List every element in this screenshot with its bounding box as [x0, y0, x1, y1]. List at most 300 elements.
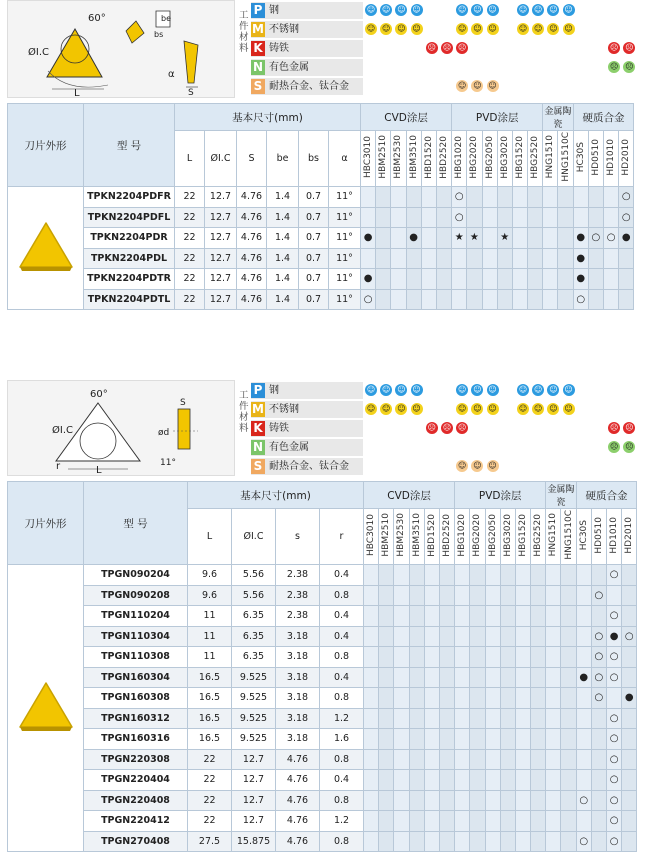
grade-header: HC30S	[576, 509, 591, 565]
dimension-cell: 2.38	[276, 585, 320, 606]
grade-availability-cell	[409, 626, 424, 647]
grade-availability-cell	[497, 289, 512, 310]
dimension-cell: 11	[188, 626, 232, 647]
model-cell: TPGN220408	[84, 790, 188, 811]
grade-availability-cell	[439, 770, 454, 791]
grade-availability-cell	[394, 606, 409, 627]
grade-availability-cell	[485, 770, 500, 791]
dimension-cell: 1.4	[267, 269, 299, 290]
grade-availability-cell	[439, 688, 454, 709]
table-row	[8, 749, 637, 770]
grade-availability-cell	[497, 207, 512, 228]
grade-group-header: PVD涂层	[455, 482, 546, 509]
grade-availability-cell	[394, 749, 409, 770]
suitability-face-icon: ☺	[473, 24, 482, 33]
open-circle-icon: ○	[624, 630, 634, 642]
open-circle-icon: ○	[609, 794, 619, 806]
materials-label: 工件材料	[239, 10, 249, 54]
table-row	[8, 667, 637, 688]
suitability-face-icon: ☺	[412, 24, 421, 33]
dimension-cell: 1.4	[267, 187, 299, 208]
grade-availability-cell	[364, 585, 379, 606]
grade-availability-cell	[512, 207, 527, 228]
dimension-cell: 0.8	[320, 647, 364, 668]
grade-availability-cell	[591, 811, 606, 832]
suitability-face-icon: ☺	[518, 404, 528, 413]
grade-header: HBG2520	[531, 509, 546, 565]
grade-availability-cell	[406, 187, 421, 208]
dimension-cell: 1.2	[320, 811, 364, 832]
grade-availability-cell	[497, 228, 512, 249]
suitability-face-icon: ☺	[549, 404, 558, 413]
grade-group-header: PVD涂层	[452, 104, 543, 131]
dimension-header: be	[267, 131, 299, 187]
open-circle-icon: ○	[609, 733, 619, 745]
grade-availability-cell	[455, 729, 470, 750]
suitability-face-icon: ☺	[534, 24, 543, 33]
grade-availability-cell	[394, 770, 409, 791]
dimension-cell: 11	[188, 606, 232, 627]
suitability-face-icon: ☺	[518, 385, 528, 394]
grade-group-header: 金属陶瓷	[543, 104, 573, 131]
suitability-face-icon: ☺	[473, 385, 482, 394]
grade-availability-cell	[622, 831, 637, 852]
open-circle-icon: ○	[454, 191, 464, 203]
grade-availability-cell	[406, 289, 421, 310]
material-name: 铸铁	[269, 423, 289, 434]
open-circle-icon: ○	[621, 211, 631, 223]
dimension-cell: 22	[175, 207, 205, 228]
grade-availability-cell	[439, 667, 454, 688]
suitability-face-icon: ☺	[382, 404, 391, 413]
grade-availability-cell	[409, 667, 424, 688]
dimension-cell: 0.7	[299, 248, 329, 269]
grade-availability-cell	[379, 626, 394, 647]
suitability-face-icon: ☺	[412, 404, 421, 413]
grade-availability-cell	[622, 667, 637, 688]
grade-availability-cell	[500, 749, 515, 770]
open-circle-icon: ○	[594, 692, 604, 704]
dimension-cell: 12.7	[232, 811, 276, 832]
diagram-alpha-label: α	[168, 69, 175, 80]
dimension-cell: 9.525	[232, 729, 276, 750]
grade-availability-cell	[543, 269, 558, 290]
table-row	[8, 729, 637, 750]
grade-availability-cell	[588, 228, 603, 249]
grade-availability-cell	[528, 248, 543, 269]
grade-availability-cell	[573, 228, 588, 249]
dimension-cell: 4.76	[276, 790, 320, 811]
dimension-cell: 0.8	[320, 831, 364, 852]
grade-availability-cell	[576, 626, 591, 647]
dimension-cell: 4.76	[276, 831, 320, 852]
grade-availability-cell	[379, 585, 394, 606]
suitability-face-icon: ☹	[610, 442, 619, 451]
grade-availability-cell	[391, 289, 406, 310]
grade-group-header: CVD涂层	[364, 482, 455, 509]
grade-availability-cell	[470, 790, 485, 811]
suitability-face-icon: ☺	[549, 24, 558, 33]
material-name: 不锈钢	[269, 24, 299, 35]
grade-availability-cell	[515, 585, 530, 606]
grade-availability-cell	[591, 708, 606, 729]
grade-availability-cell	[531, 790, 546, 811]
grade-availability-cell	[500, 565, 515, 586]
dimension-header: ØI.C	[232, 509, 276, 565]
suitability-face-icon: ☹	[610, 423, 619, 432]
grade-availability-cell	[561, 606, 576, 627]
table-row	[8, 811, 637, 832]
model-cell: TPGN110308	[84, 647, 188, 668]
grade-availability-cell	[604, 207, 619, 228]
dimension-cell: 5.56	[232, 585, 276, 606]
grade-availability-cell	[622, 626, 637, 647]
grade-availability-cell	[421, 187, 436, 208]
dimension-cell: 0.4	[320, 606, 364, 627]
grade-availability-cell	[421, 269, 436, 290]
dimension-cell: 6.35	[232, 647, 276, 668]
diagram-angle-label: 60°	[88, 13, 106, 24]
grade-availability-cell	[607, 647, 622, 668]
grade-header: HBM2510	[376, 131, 391, 187]
grade-availability-cell	[406, 207, 421, 228]
dimension-cell: 12.7	[205, 228, 237, 249]
grade-header: HBD2520	[439, 509, 454, 565]
grade-header: HBD1520	[424, 509, 439, 565]
diagram-s-label: S	[180, 398, 186, 408]
grade-availability-cell	[561, 688, 576, 709]
dimension-header: α	[329, 131, 361, 187]
dimension-cell: 22	[175, 269, 205, 290]
grade-availability-cell	[485, 606, 500, 627]
grade-availability-cell	[546, 688, 561, 709]
open-circle-icon: ○	[363, 293, 373, 305]
grade-availability-cell	[455, 565, 470, 586]
suitability-face-icon: ☺	[458, 385, 467, 394]
suitability-face-icon: ☺	[564, 5, 573, 14]
dimension-cell: 3.18	[276, 708, 320, 729]
material-name: 不锈钢	[269, 404, 299, 415]
grade-availability-cell	[439, 790, 454, 811]
grade-availability-cell	[546, 565, 561, 586]
grade-availability-cell	[561, 770, 576, 791]
grade-availability-cell	[500, 585, 515, 606]
dimension-cell: 4.76	[237, 207, 267, 228]
grade-availability-cell	[406, 248, 421, 269]
open-circle-icon: ○	[621, 191, 631, 203]
material-row-k	[251, 40, 363, 57]
grade-availability-cell	[455, 688, 470, 709]
model-cell: TPGN160304	[84, 667, 188, 688]
suitability-face-icon: ☹	[625, 43, 634, 52]
dimension-cell: 0.4	[320, 565, 364, 586]
open-circle-icon: ○	[594, 671, 604, 683]
suitability-face-icon: ☺	[488, 24, 497, 33]
grade-availability-cell	[573, 289, 588, 310]
grade-availability-cell	[591, 667, 606, 688]
grade-availability-cell	[531, 770, 546, 791]
dimension-cell: 22	[175, 187, 205, 208]
grade-availability-cell	[607, 565, 622, 586]
open-circle-icon: ○	[579, 794, 589, 806]
dimension-cell: 16.5	[188, 667, 232, 688]
grade-header: HBG2520	[528, 131, 543, 187]
grade-availability-cell	[424, 770, 439, 791]
grade-availability-cell	[485, 585, 500, 606]
dimension-cell: 11°	[329, 228, 361, 249]
grade-availability-cell	[455, 708, 470, 729]
grade-availability-cell	[394, 647, 409, 668]
grade-availability-cell	[619, 289, 634, 310]
suitability-face-icon: ☺	[366, 385, 376, 394]
dimension-cell: 3.18	[276, 688, 320, 709]
grade-availability-cell	[379, 790, 394, 811]
grade-header: HBM3510	[406, 131, 421, 187]
model-cell: TPGN090208	[84, 585, 188, 606]
insert-shape-cell	[8, 565, 84, 852]
grade-availability-cell	[546, 708, 561, 729]
grade-availability-cell	[515, 749, 530, 770]
material-row-s	[251, 458, 363, 475]
grade-availability-cell	[515, 770, 530, 791]
suitability-face-icon: ☹	[427, 43, 436, 52]
material-name: 耐热合金、钛合金	[269, 81, 349, 92]
grade-availability-cell	[376, 187, 391, 208]
grade-availability-cell	[439, 626, 454, 647]
grade-header: HD2010	[622, 509, 637, 565]
dimension-cell: 11°	[329, 289, 361, 310]
dimension-cell: 6.35	[232, 606, 276, 627]
grade-availability-cell	[576, 606, 591, 627]
suitability-face-icon: ☺	[488, 461, 497, 470]
grade-availability-cell	[497, 269, 512, 290]
table-row	[8, 790, 637, 811]
dimension-cell: 0.7	[299, 269, 329, 290]
grade-availability-cell	[421, 289, 436, 310]
grade-availability-cell	[543, 248, 558, 269]
grade-availability-cell	[455, 606, 470, 627]
grade-availability-cell	[515, 729, 530, 750]
grade-availability-cell	[467, 248, 482, 269]
grade-availability-cell	[467, 187, 482, 208]
dimension-cell: 4.76	[276, 770, 320, 791]
filled-circle-icon: ●	[624, 692, 634, 704]
table-row	[8, 831, 637, 852]
grade-availability-cell	[546, 749, 561, 770]
grade-availability-cell	[546, 790, 561, 811]
grade-availability-cell	[607, 831, 622, 852]
model-cell: TPGN270408	[84, 831, 188, 852]
grade-availability-cell	[452, 248, 467, 269]
grade-availability-cell	[379, 770, 394, 791]
grade-availability-cell	[558, 248, 573, 269]
open-circle-icon: ○	[609, 651, 619, 663]
dimension-cell: 4.76	[237, 187, 267, 208]
grade-header: HD1010	[604, 131, 619, 187]
dimension-cell: 12.7	[205, 187, 237, 208]
grade-availability-cell	[452, 228, 467, 249]
grade-availability-cell	[515, 667, 530, 688]
table-row	[8, 585, 637, 606]
grade-availability-cell	[470, 770, 485, 791]
open-circle-icon: ○	[609, 774, 619, 786]
filled-circle-icon: ●	[363, 232, 373, 244]
grade-availability-cell	[546, 831, 561, 852]
grade-availability-cell	[424, 585, 439, 606]
spec-table-tpgn	[7, 481, 637, 852]
dimension-cell: 2.38	[276, 606, 320, 627]
grade-header: HBM3510	[409, 509, 424, 565]
open-circle-icon: ○	[594, 651, 604, 663]
grade-availability-cell	[409, 565, 424, 586]
star-icon: ★	[469, 232, 479, 244]
model-cell: TPGN220404	[84, 770, 188, 791]
grade-availability-cell	[607, 749, 622, 770]
suitability-face-icon: ☹	[458, 43, 467, 52]
material-letter: P	[251, 3, 265, 18]
dimension-cell: 12.7	[205, 207, 237, 228]
suitability-face-icon: ☺	[549, 5, 558, 14]
grade-availability-cell	[607, 708, 622, 729]
grade-availability-cell	[604, 289, 619, 310]
grade-availability-cell	[561, 831, 576, 852]
grade-header: HBM2530	[391, 131, 406, 187]
suitability-face-icon: ☺	[564, 404, 573, 413]
grade-availability-cell	[500, 667, 515, 688]
grade-header: HNG1510	[543, 131, 558, 187]
grade-availability-cell	[379, 565, 394, 586]
model-cell: TPGN160308	[84, 688, 188, 709]
dimension-cell: 9.525	[232, 667, 276, 688]
grade-availability-cell	[470, 606, 485, 627]
grade-availability-cell	[591, 831, 606, 852]
grade-availability-cell	[485, 667, 500, 688]
grade-availability-cell	[512, 248, 527, 269]
grade-availability-cell	[576, 688, 591, 709]
grade-availability-cell	[391, 269, 406, 290]
grade-availability-cell	[515, 565, 530, 586]
material-name: 有色金属	[269, 62, 309, 73]
model-cell: TPKN2204PDR	[84, 228, 175, 249]
filled-circle-icon: ●	[363, 273, 373, 285]
grade-availability-cell	[576, 585, 591, 606]
grade-availability-cell	[364, 708, 379, 729]
dimension-cell: 0.7	[299, 289, 329, 310]
suitability-face-icon: ☺	[473, 461, 482, 470]
col-header-model: 型 号	[84, 482, 188, 565]
grade-availability-cell	[531, 626, 546, 647]
grade-availability-cell	[391, 248, 406, 269]
grade-availability-cell	[604, 187, 619, 208]
grade-availability-cell	[561, 647, 576, 668]
diagram-dia-label: ØI.C	[28, 47, 49, 58]
table-row	[8, 207, 634, 228]
grade-availability-cell	[361, 187, 376, 208]
diagram-s-label: S	[188, 88, 194, 97]
diagram-l-label: L	[96, 465, 102, 475]
grade-availability-cell	[436, 269, 451, 290]
grade-availability-cell	[421, 228, 436, 249]
grade-availability-cell	[470, 565, 485, 586]
grade-availability-cell	[452, 207, 467, 228]
grade-availability-cell	[409, 708, 424, 729]
grade-availability-cell	[576, 749, 591, 770]
grade-availability-cell	[573, 207, 588, 228]
grade-availability-cell	[439, 729, 454, 750]
grade-availability-cell	[409, 585, 424, 606]
grade-availability-cell	[528, 269, 543, 290]
grade-availability-cell	[607, 729, 622, 750]
grade-availability-cell	[591, 626, 606, 647]
filled-circle-icon: ●	[609, 630, 619, 642]
material-row-n	[251, 439, 363, 456]
dimension-cell: 12.7	[232, 770, 276, 791]
dimension-cell: 22	[188, 770, 232, 791]
grade-availability-cell	[470, 647, 485, 668]
model-cell: TPKN2204PDFR	[84, 187, 175, 208]
grade-availability-cell	[607, 770, 622, 791]
diagram-d-label: ød	[158, 428, 170, 438]
grade-availability-cell	[576, 770, 591, 791]
grade-availability-cell	[607, 811, 622, 832]
grade-availability-cell	[500, 729, 515, 750]
col-header-model: 型 号	[84, 104, 175, 187]
material-letter: K	[251, 41, 265, 56]
grade-availability-cell	[394, 729, 409, 750]
grade-availability-cell	[424, 647, 439, 668]
dimension-cell: 22	[188, 811, 232, 832]
dimension-header: s	[276, 509, 320, 565]
grade-availability-cell	[512, 289, 527, 310]
grade-availability-cell	[467, 289, 482, 310]
grade-availability-cell	[394, 626, 409, 647]
dimension-cell: 0.7	[299, 187, 329, 208]
grade-availability-cell	[436, 228, 451, 249]
grade-availability-cell	[573, 269, 588, 290]
model-cell: TPKN2204PDL	[84, 248, 175, 269]
grade-availability-cell	[455, 811, 470, 832]
dimension-header: S	[237, 131, 267, 187]
grade-availability-cell	[531, 667, 546, 688]
table-row	[8, 187, 634, 208]
grade-availability-cell	[439, 585, 454, 606]
grade-availability-cell	[588, 187, 603, 208]
grade-availability-cell	[528, 228, 543, 249]
grade-availability-cell	[439, 606, 454, 627]
grade-header: HNG1510C	[561, 509, 576, 565]
grade-availability-cell	[588, 207, 603, 228]
diagram-be-label: be	[161, 14, 171, 23]
grade-availability-cell	[531, 708, 546, 729]
grade-availability-cell	[424, 708, 439, 729]
dimension-cell: 16.5	[188, 729, 232, 750]
filled-circle-icon: ●	[409, 232, 419, 244]
grade-group-header: 金属陶瓷	[546, 482, 576, 509]
model-cell: TPGN090204	[84, 565, 188, 586]
suitability-face-icon: ☹	[442, 423, 452, 432]
grade-availability-cell	[591, 585, 606, 606]
grade-header: HD1010	[607, 509, 622, 565]
dimension-cell: 1.2	[320, 708, 364, 729]
suitability-face-icon: ☺	[412, 385, 421, 394]
grade-group-header: 硬质合金	[576, 482, 637, 509]
table-row	[8, 269, 634, 290]
open-circle-icon: ○	[609, 815, 619, 827]
grade-availability-cell	[561, 626, 576, 647]
star-icon: ★	[454, 232, 464, 244]
dimension-cell: 0.8	[320, 749, 364, 770]
grade-availability-cell	[394, 688, 409, 709]
